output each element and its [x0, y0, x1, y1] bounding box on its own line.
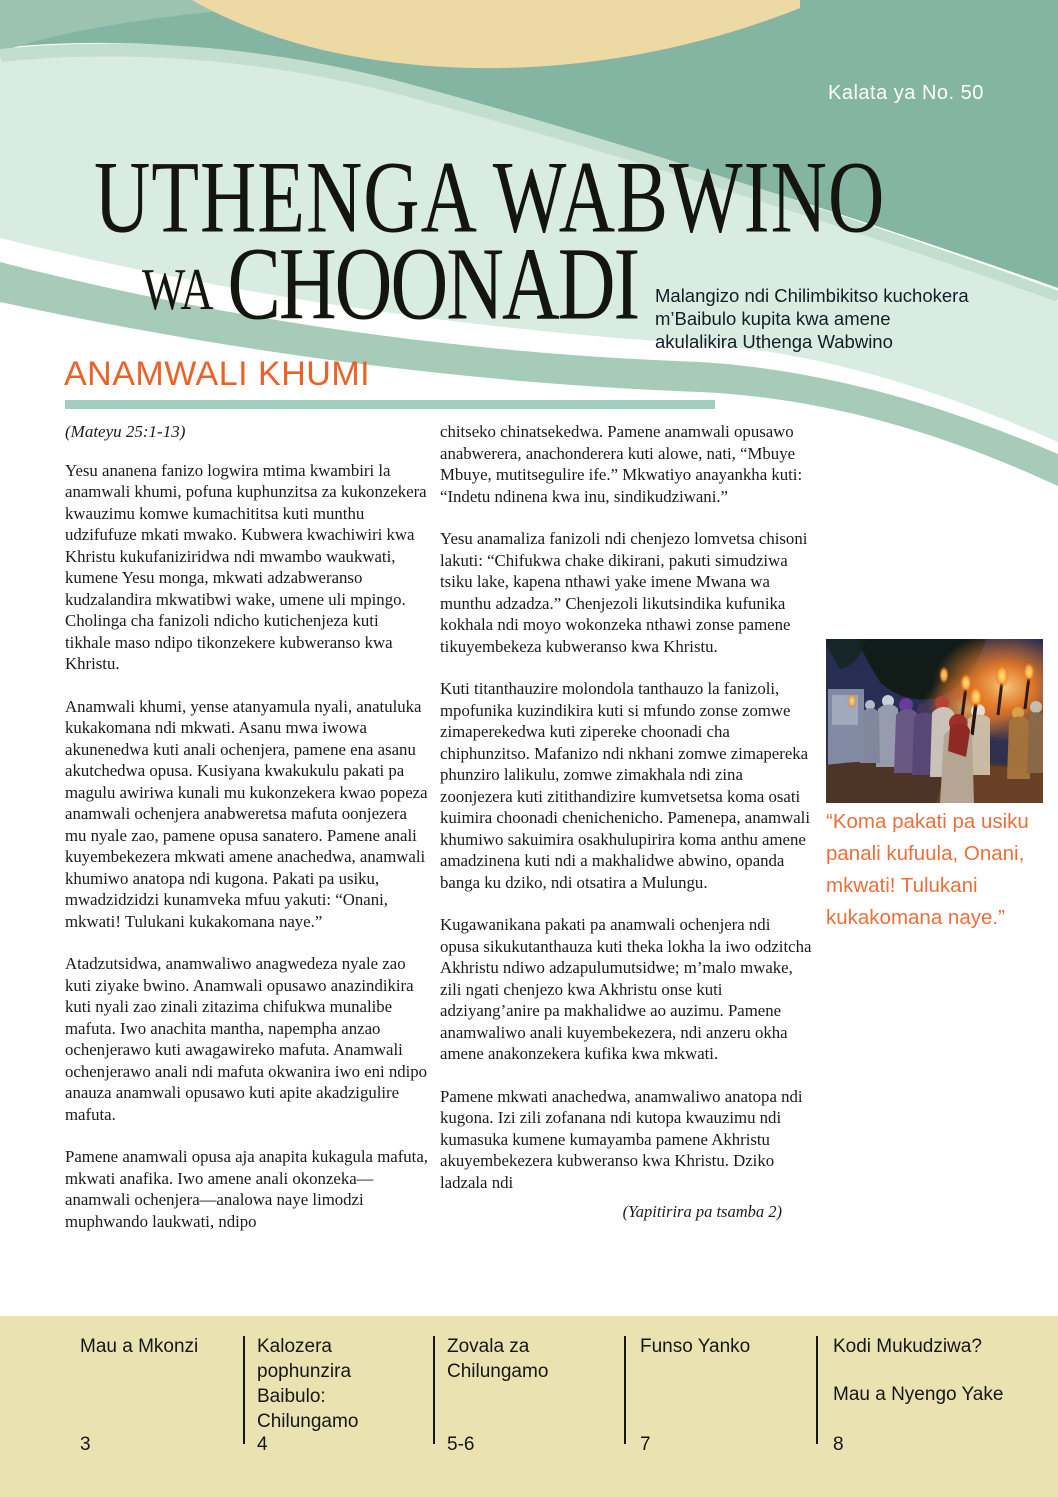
pull-quote: “Koma pakati pa usiku panali kufuula, Onani, mkwati! Tulukani kukakomana naye.” [826, 810, 1029, 929]
footer-item-label: Kalozera pophunzira Baibulo: Chilungamo [257, 1336, 359, 1432]
footer-item-label: Funso Yanko [640, 1336, 751, 1357]
article-heading: ANAMWALI KHUMI [64, 355, 371, 393]
footer-item-kodi-mukudziwa [833, 1334, 1033, 1455]
footer-divider [433, 1336, 435, 1444]
footer-divider [624, 1336, 626, 1444]
issue-number: Kalata ya No. 50 [828, 82, 984, 104]
masthead-title-choonadi: CHOONADI [227, 227, 639, 342]
article-column-left [65, 421, 428, 1253]
scripture-reference: (Mateyu 25:1-13) [65, 422, 186, 441]
footer-item-kalozera [257, 1334, 423, 1455]
footer-divider [816, 1336, 818, 1444]
body-paragraph: Kuti titanthauzire molondola tanthauzo la fanizoli, mpofunika kuzindikira kuti si mfundo zonse zomwe zimaperekedwa kuti zipereke choonadi cha chiphunzitso. Mafanizo ndi nkhani zomwe zimapereka phunziro lalikulu, zomwe zimakhala ndi zina zoonjezera kuti zitithandizire kumvetsetsa koma osati kuimira choonadi chenichenicho. Pamenepa, anamwali khumiwo sakuimira osakhulupirira koma anthu amene amadzinena kuti ndi a makhalidwe abwino, opanda banga ku dziko, ndi otsatira a Mulungu. [440, 679, 810, 892]
footer-item-mau-a-mkonzi [80, 1334, 230, 1455]
masthead-title-wa: WA [142, 255, 214, 323]
left-column-paragraphs [65, 460, 428, 1233]
footer-item-zovala [447, 1334, 617, 1455]
body-paragraph: Atadzutsidwa, anamwaliwo anagwedeza nyale zao kuti ziyake bwino. Anamwali opusawo anazindikira kuti nyali zao zinali zitazima chifukwa munalibe mafuta. Iwo anachita mantha, napempha anzao ochenjerawo kuti awagawireko mafuta. Anamwali ochenjerawo anali ndi mafuta okwanira iwo eni ndipo anauza anamwali opusawo kuti apite akadzigulire mafuta. [65, 954, 428, 1124]
continuation-note: (Yapitirira pa tsamba 2) [622, 1202, 782, 1221]
page-index-bar [0, 1316, 1058, 1497]
footer-item-label: Zovala za Chilungamo [447, 1336, 549, 1382]
footer-page-number: 3 [80, 1434, 91, 1455]
body-paragraph: Anamwali khumi, yense atanyamula nyali, anatuluka kukakomana ndi mkwati. Asanu mwa iwowa akunenedwa kuti anali ochenjera, pamene ena asanu akutchedwa opusa. Kusiyana kwakukulu pakati pa magulu awiriwa kunali mu kukonzekera kwao popeza anamwali ochenjera anabweretsa mafuta oonjezera mu nyale zao, pamene opusa sanatero. Pamene anali kuyembekezera mkwati amene anachedwa, anamwali khumiwo anatopa ndi kugona. Pakati pa usiku, mwadzidzidzi kunamveka mfuu yakuti: “Onani, mkwati! Tulukani kukakomana naye.” [65, 696, 428, 931]
body-paragraph: Yesu ananena fanizo logwira mtima kwambiri la anamwali khumi, pofuna kuphunzitsa za kukonzekera kwauzimu komwe kumachititsa kuti munthu udzifufuze mkati mwako. Kubwera kwachiwiri kwa Khristu kukufaniziridwa ndi mwambo waukwati, kumene Yesu monga, mkwati adzabweranso kudzalandira mkwatibwi wake, umene uli mpingo. Cholinga cha fanizoli ndicho kutichenjeza kuti tikhale maso ndipo tikonzekere kubweranso kwa Khristu. [65, 460, 427, 673]
body-paragraph: Yesu anamaliza fanizoli ndi chenjezo lomvetsa chisoni lakuti: “Chifukwa chake dikirani, pakuti simudziwa tsiku lake, kapena nthawi yake imene Mwana wa munthu adzadza.” Chenjezoli likutsindika kufunika kokhala ndi moyo wokonzeka nthawi zonse pamene tikuyembekeza kubweranso kwa Khristu. [440, 529, 808, 656]
article-column-right [440, 421, 812, 1223]
right-column-paragraphs [440, 421, 812, 1193]
body-paragraph: Pamene anamwali opusa aja anapita kukagula mafuta, mkwati anafika. Iwo amene anali okonzeka—anamwali ochenjera—analowa naye limodzi muphwando laukwati, ndipo [65, 1147, 428, 1231]
footer-page-number: 7 [640, 1434, 651, 1455]
ten-virgins-illustration-art [826, 639, 1043, 803]
footer-item-label: Mau a Mkonzi [80, 1336, 199, 1357]
heading-rule [65, 400, 715, 409]
masthead-title-line2 [142, 226, 638, 344]
masthead-subtitle: Malangizo ndi Chilimbikitso kuchokera m’Baibulo kupita kwa amene akulalikira Uthenga Wabwino [655, 285, 969, 352]
footer-item-label-secondary: Mau a Nyengo Yake [833, 1384, 1004, 1405]
masthead-title-line1: UTHENGA WABWINO [94, 139, 886, 255]
footer-page-number: 8 [833, 1434, 844, 1455]
ten-virgins-illustration [826, 639, 1043, 803]
footer-divider [243, 1336, 245, 1444]
footer-page-number: 4 [257, 1434, 268, 1455]
body-paragraph: Kugawanikana pakati pa anamwali ochenjera ndi opusa sikukutanthauza kuti theka lokha la iwo odzitcha Akhristu ndiwo adzapulumutsidwe; m’malo mwake, zili ngati chenjezo kwa Akhristu onse kuti adziyang’anire pa makhalidwe ao auzimu. Pamene anamwaliwo anali kuyembekezera, ndi anzeru okha amene anakonzekera kufika kwa mkwati. [440, 915, 812, 1063]
footer-item-label: Kodi Mukudziwa? [833, 1336, 982, 1357]
body-paragraph: Pamene mkwati anachedwa, anamwaliwo anatopa ndi kugona. Izi zili zofanana ndi kutopa kwauzimu ndi kumasuka kumene kumayamba pamene Akhristu akuyembekezera kubweranso kwa Khristu. Dziko ladzala ndi [440, 1086, 803, 1192]
body-paragraph: chitseko chinatsekedwa. Pamene anamwali opusawo anabwerera, anachonderera kuti alowe, nati, “Mbuye Mbuye, mutitsegulire ife.” Mkwatiyo anayankha kuti: “Indetu ndinena kwa inu, sindikudziwani.” [440, 422, 803, 506]
footer-page-number: 5-6 [447, 1434, 475, 1455]
footer-item-funso-yanko [640, 1334, 800, 1455]
